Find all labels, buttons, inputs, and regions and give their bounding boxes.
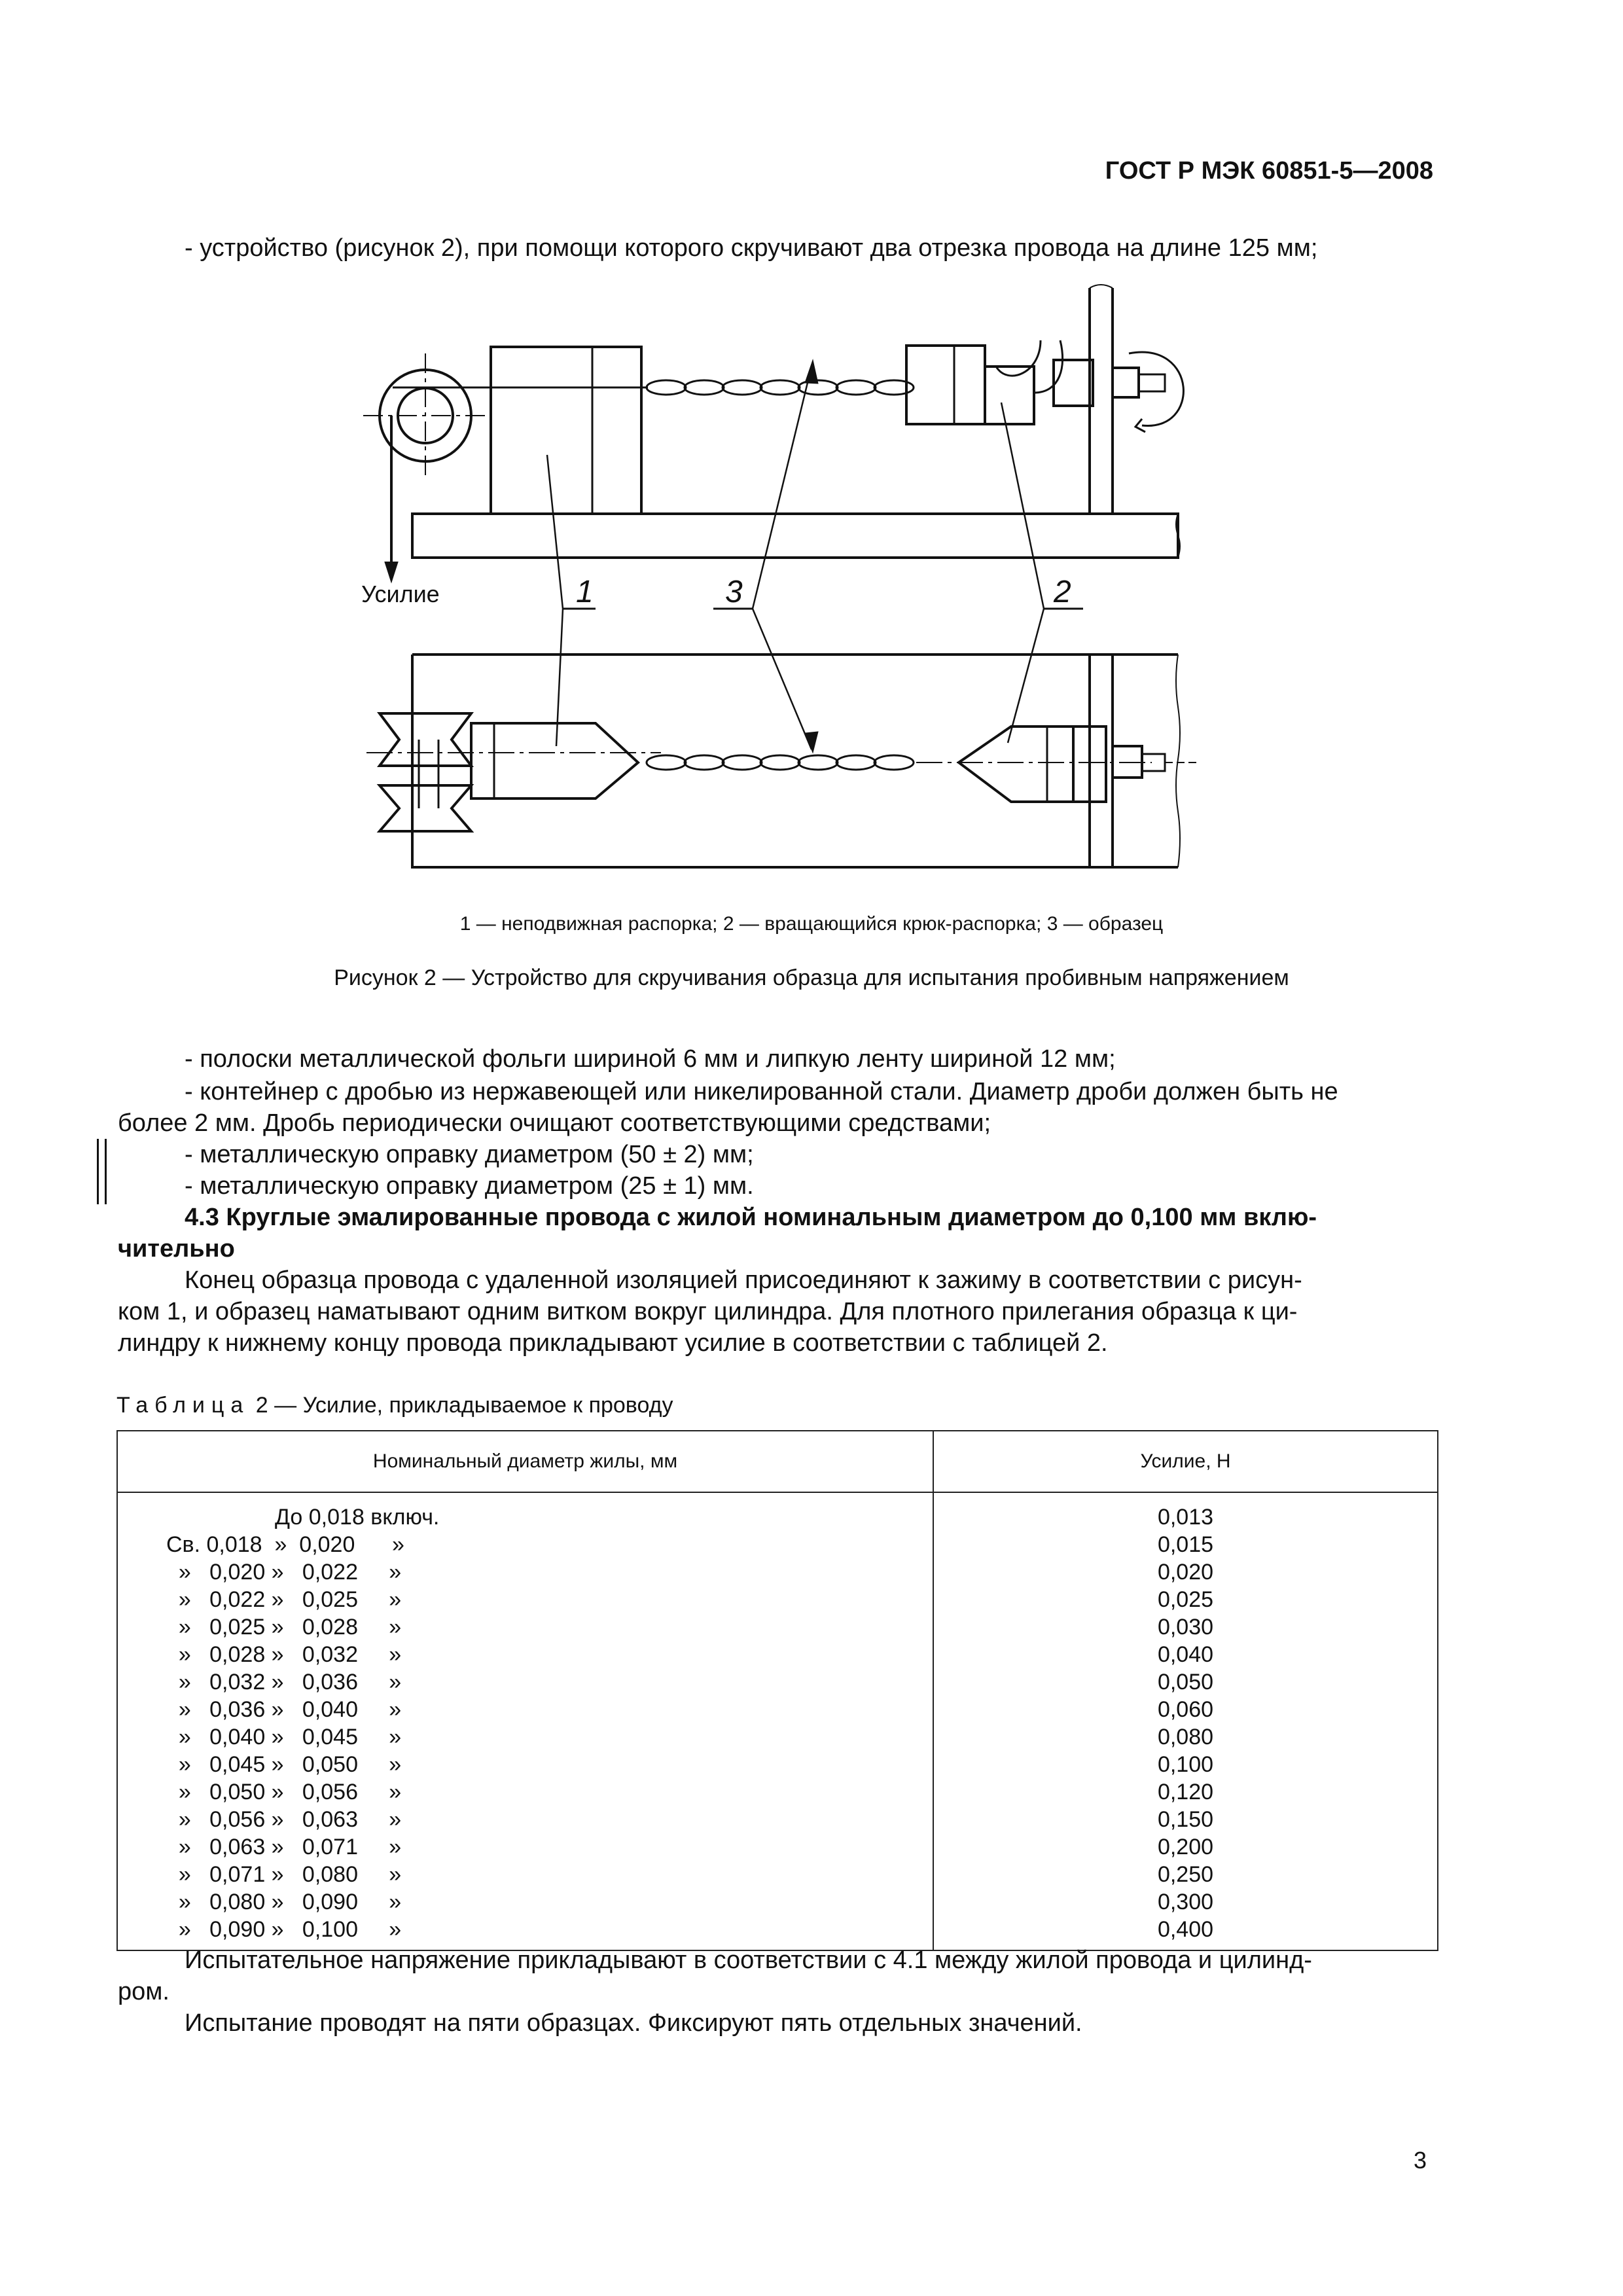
closing-line: ром. bbox=[118, 1978, 169, 2005]
diameter-cell: » 0,056 » 0,063 » bbox=[117, 1806, 933, 1833]
force-cell: 0,020 bbox=[933, 1558, 1438, 1586]
table-row bbox=[117, 1723, 1438, 1751]
table-row bbox=[117, 1558, 1438, 1586]
paragraph-line: линдру к нижнему концу провода прикладывают усилие в соответствии с таблицей 2. bbox=[118, 1329, 1108, 1357]
table-row bbox=[117, 1861, 1438, 1888]
document-header: ГОСТ Р МЭК 60851-5—2008 bbox=[1105, 157, 1433, 185]
force-cell: 0,013 bbox=[933, 1492, 1438, 1531]
diameter-cell: » 0,090 » 0,100 » bbox=[117, 1916, 933, 1950]
twisted-wire-plan bbox=[647, 755, 914, 770]
table-row bbox=[117, 1806, 1438, 1833]
force-cell: 0,080 bbox=[933, 1723, 1438, 1751]
page-number: 3 bbox=[1413, 2147, 1427, 2174]
table-caption-word: Таблица bbox=[116, 1393, 250, 1418]
paragraph-line: Конец образца провода с удаленной изоляцией присоединяют к зажиму в соответствии с рисун- bbox=[185, 1266, 1302, 1294]
section-heading-cont: чительно bbox=[118, 1235, 235, 1263]
diameter-cell: » 0,080 » 0,090 » bbox=[117, 1888, 933, 1916]
force-cell: 0,030 bbox=[933, 1613, 1438, 1641]
list-item: - полоски металлической фольги шириной 6 мм и липкую ленту шириной 12 мм; bbox=[185, 1045, 1116, 1073]
diameter-cell: » 0,020 » 0,022 » bbox=[117, 1558, 933, 1586]
change-bar bbox=[97, 1139, 99, 1204]
force-cell: 0,060 bbox=[933, 1696, 1438, 1723]
force-cell: 0,300 bbox=[933, 1888, 1438, 1916]
table-caption-text: 2 — Усилие, прикладываемое к проводу bbox=[255, 1393, 673, 1418]
paragraph-line: ком 1, и образец наматывают одним витком вокруг цилиндра. Для плотного прилегания образца к ци- bbox=[118, 1298, 1298, 1325]
force-cell: 0,100 bbox=[933, 1751, 1438, 1778]
force-cell: 0,015 bbox=[933, 1531, 1438, 1558]
callout-1: 1 bbox=[576, 575, 594, 609]
table-header-diameter: Номинальный диаметр жилы, мм bbox=[117, 1431, 933, 1492]
diameter-cell: Св. 0,018 » 0,020 » bbox=[117, 1531, 933, 1558]
diameter-cell: » 0,025 » 0,028 » bbox=[117, 1613, 933, 1641]
table-row bbox=[117, 1751, 1438, 1778]
list-item: - контейнер с дробью из нержавеющей или никелированной стали. Диаметр дроби должен быть не bbox=[185, 1078, 1338, 1105]
force-cell: 0,050 bbox=[933, 1668, 1438, 1696]
diameter-cell: » 0,032 » 0,036 » bbox=[117, 1668, 933, 1696]
twisting-device-figure bbox=[353, 275, 1270, 884]
figure-plan-view bbox=[366, 655, 1198, 867]
table-row bbox=[117, 1531, 1438, 1558]
force-cell: 0,040 bbox=[933, 1641, 1438, 1668]
table-row bbox=[117, 1833, 1438, 1861]
twisted-wire-top bbox=[647, 380, 914, 395]
force-table bbox=[116, 1430, 1438, 1951]
diameter-cell: » 0,071 » 0,080 » bbox=[117, 1861, 933, 1888]
figure-legend: 1 — неподвижная распорка; 2 — вращающийся крюк-распорка; 3 — образец bbox=[459, 913, 1164, 935]
force-cell: 0,150 bbox=[933, 1806, 1438, 1833]
force-cell: 0,200 bbox=[933, 1833, 1438, 1861]
diameter-cell: » 0,045 » 0,050 » bbox=[117, 1751, 933, 1778]
diameter-cell: » 0,022 » 0,025 » bbox=[117, 1586, 933, 1613]
force-cell: 0,250 bbox=[933, 1861, 1438, 1888]
table-row bbox=[117, 1888, 1438, 1916]
force-cell: 0,025 bbox=[933, 1586, 1438, 1613]
diameter-cell: » 0,040 » 0,045 » bbox=[117, 1723, 933, 1751]
diameter-cell: » 0,028 » 0,032 » bbox=[117, 1641, 933, 1668]
list-item: - металлическую оправку диаметром (25 ± 1) мм. bbox=[185, 1172, 754, 1200]
closing-line: Испытание проводят на пяти образцах. Фиксируют пять отдельных значений. bbox=[185, 2009, 1082, 2037]
table-row bbox=[117, 1613, 1438, 1641]
section-heading: 4.3 Круглые эмалированные провода с жилой номинальным диаметром до 0,100 мм вклю- bbox=[185, 1204, 1317, 1231]
callout-3: 3 bbox=[725, 575, 743, 609]
table-row bbox=[117, 1586, 1438, 1613]
force-cell: 0,400 bbox=[933, 1916, 1438, 1950]
figure-side-view bbox=[363, 285, 1183, 579]
change-bar bbox=[105, 1139, 107, 1204]
diameter-cell: » 0,063 » 0,071 » bbox=[117, 1833, 933, 1861]
table-row bbox=[117, 1641, 1438, 1668]
table-row bbox=[117, 1778, 1438, 1806]
table-row bbox=[117, 1492, 1438, 1531]
list-item: - металлическую оправку диаметром (50 ± 2) мм; bbox=[185, 1141, 754, 1168]
callout-2: 2 bbox=[1054, 575, 1071, 609]
diameter-cell: » 0,036 » 0,040 » bbox=[117, 1696, 933, 1723]
table-row bbox=[117, 1696, 1438, 1723]
diameter-cell: До 0,018 включ. bbox=[117, 1492, 933, 1531]
intro-line: - устройство (рисунок 2), при помощи которого скручивают два отрезка провода на длине 125 мм; bbox=[185, 234, 1318, 262]
table-caption bbox=[116, 1393, 673, 1418]
table-header-force: Усилие, Н bbox=[933, 1431, 1438, 1492]
list-item: более 2 мм. Дробь периодически очищают соответствующими средствами; bbox=[118, 1109, 991, 1137]
force-label: Усилие bbox=[361, 581, 440, 607]
figure-caption: Рисунок 2 — Устройство для скручивания образца для испытания пробивным напряжением bbox=[334, 965, 1289, 990]
diameter-cell: » 0,050 » 0,056 » bbox=[117, 1778, 933, 1806]
closing-line: Испытательное напряжение прикладывают в соответствии с 4.1 между жилой провода и цилинд- bbox=[185, 1946, 1312, 1974]
force-cell: 0,120 bbox=[933, 1778, 1438, 1806]
table-row bbox=[117, 1668, 1438, 1696]
